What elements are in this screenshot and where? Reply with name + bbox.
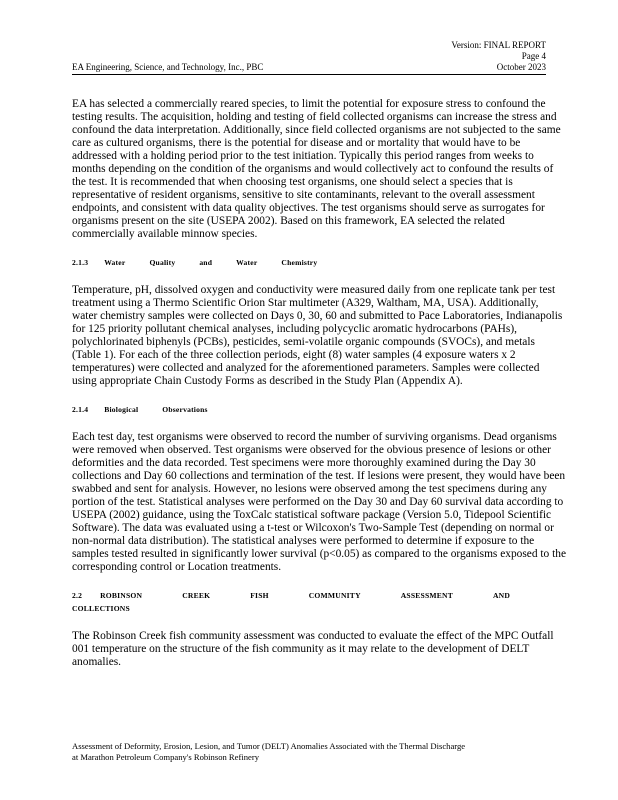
page-header-right [451, 40, 546, 73]
heading-word: AND [492, 591, 511, 600]
heading-2-1-3 [72, 256, 566, 269]
heading-word: CREEK [182, 591, 211, 600]
heading-number: 2.1.4 [72, 405, 89, 414]
page-footer [72, 741, 465, 762]
heading-word: FISH [250, 591, 269, 600]
paragraph-fish-community: The Robinson Creek fish community assessment was conducted to evaluate the effect of the MPC Outfall 001 temperature on the structure of the fish community as it may relate to the development of DELT anomalies. [72, 630, 554, 668]
report-body [72, 98, 566, 684]
heading-2-2 [72, 589, 566, 615]
report-version: Version: FINAL REPORT [451, 40, 546, 50]
heading-word: ROBINSON [100, 591, 143, 600]
company-name: EA Engineering, Science, and Technology, Inc., PBC [72, 62, 264, 72]
header-divider [72, 74, 546, 75]
heading-word: Water [104, 258, 126, 267]
page-number: Page 4 [521, 51, 546, 61]
heading-word: Biological [104, 405, 139, 414]
heading-number: 2.2 [72, 591, 83, 600]
paragraph-water-quality: Temperature, pH, dissolved oxygen and conductivity were measured daily from one replicate tank per test treatment using a Thermo Scientific Orion Star multimeter (A329, Waltham, MA, USA). Additionally, water chemistry samples were collected on Days 0, 30, 60 and submitted to Pace Laboratories, Indianapolis for 125 priority pollutant chemical analyses, including polycyclic aromatic hydrocarbons (PAHs), polychlorinated biphenyls (PCBs), pesticides, semi-volatile organic compounds (SVOCs), and metals (Table 1). For each of the three collection periods, eight (8) water samples (4 exposure waters x 2 temperatures) were collected and analyzed for the aforementioned parameters. Samples were collected using appropriate Chain Custody Forms as described in the Study Plan (Appendix A). [72, 284, 563, 387]
heading-word: and [199, 258, 213, 267]
report-date: October 2023 [496, 62, 546, 72]
paragraph-biological-observations: Each test day, test organisms were observed to record the number of surviving organisms. Dead organisms were removed when observed. Test organisms were observed for the obvious presence of lesions or other deformities and the data recorded. Test specimens were more thoroughly examined during the Day 30 collections and Day 60 collections and termination of the test. If lesions were present, they would have been swabbed and sent for analysis. However, no lesions were observed among the test specimens during any portion of the test. Statistical analyses were performed on the Day 30 and Day 60 survival data according to USEPA (2002) guidance, using the ToxCalc statistical software package (Version 5.0, Tidepool Scientific Software). The data was evaluated using a t-test or Wilcoxon's Two-Sample Test (depending on normal or non-normal data distribution). The statistical analyses were performed to determine if exposure to the samples tested resulted in significantly lower survival (p<0.05) as compared to the organisms exposed to the corresponding control or Location treatments. [72, 431, 567, 573]
heading-word: Chemistry [281, 258, 318, 267]
heading-word: COLLECTIONS [72, 604, 130, 613]
heading-word: Water [236, 258, 258, 267]
heading-word: Observations [162, 405, 208, 414]
footer-line-2: at Marathon Petroleum Company's Robinson Refinery [72, 751, 260, 762]
paragraph-species-selection: EA has selected a commercially reared species, to limit the potential for exposure stress to confound the testing results. The acquisition, holding and testing of field collected organisms can increase the stress and confound the data interpretation. Additionally, since field collected organisms are not subjected to the same care as cultured organisms, there is the potential for disease and or mortality that would have to be addressed with a holding period prior to the test initiation. Typically this period ranges from weeks to months depending on the condition of the organisms and would collectively act to confound the results of the test. It is recommended that when choosing test organisms, one should select a species that is representative of resident organisms, sensitive to site contaminants, relevant to the overall assessment endpoints, and consistent with data quality objectives. The test organisms should serve as surrogates for organisms present on the site (USEPA 2002). Based on this framework, EA selected the related commercially available minnow species. [72, 98, 561, 240]
heading-number: 2.1.3 [72, 258, 89, 267]
heading-word: Quality [149, 258, 176, 267]
heading-word: ASSESSMENT [400, 591, 453, 600]
heading-2-1-4 [72, 403, 566, 416]
heading-word: COMMUNITY [308, 591, 361, 600]
footer-line-1: Assessment of Deformity, Erosion, Lesion, and Tumor (DELT) Anomalies Associated with the Thermal Discharge [72, 741, 466, 751]
